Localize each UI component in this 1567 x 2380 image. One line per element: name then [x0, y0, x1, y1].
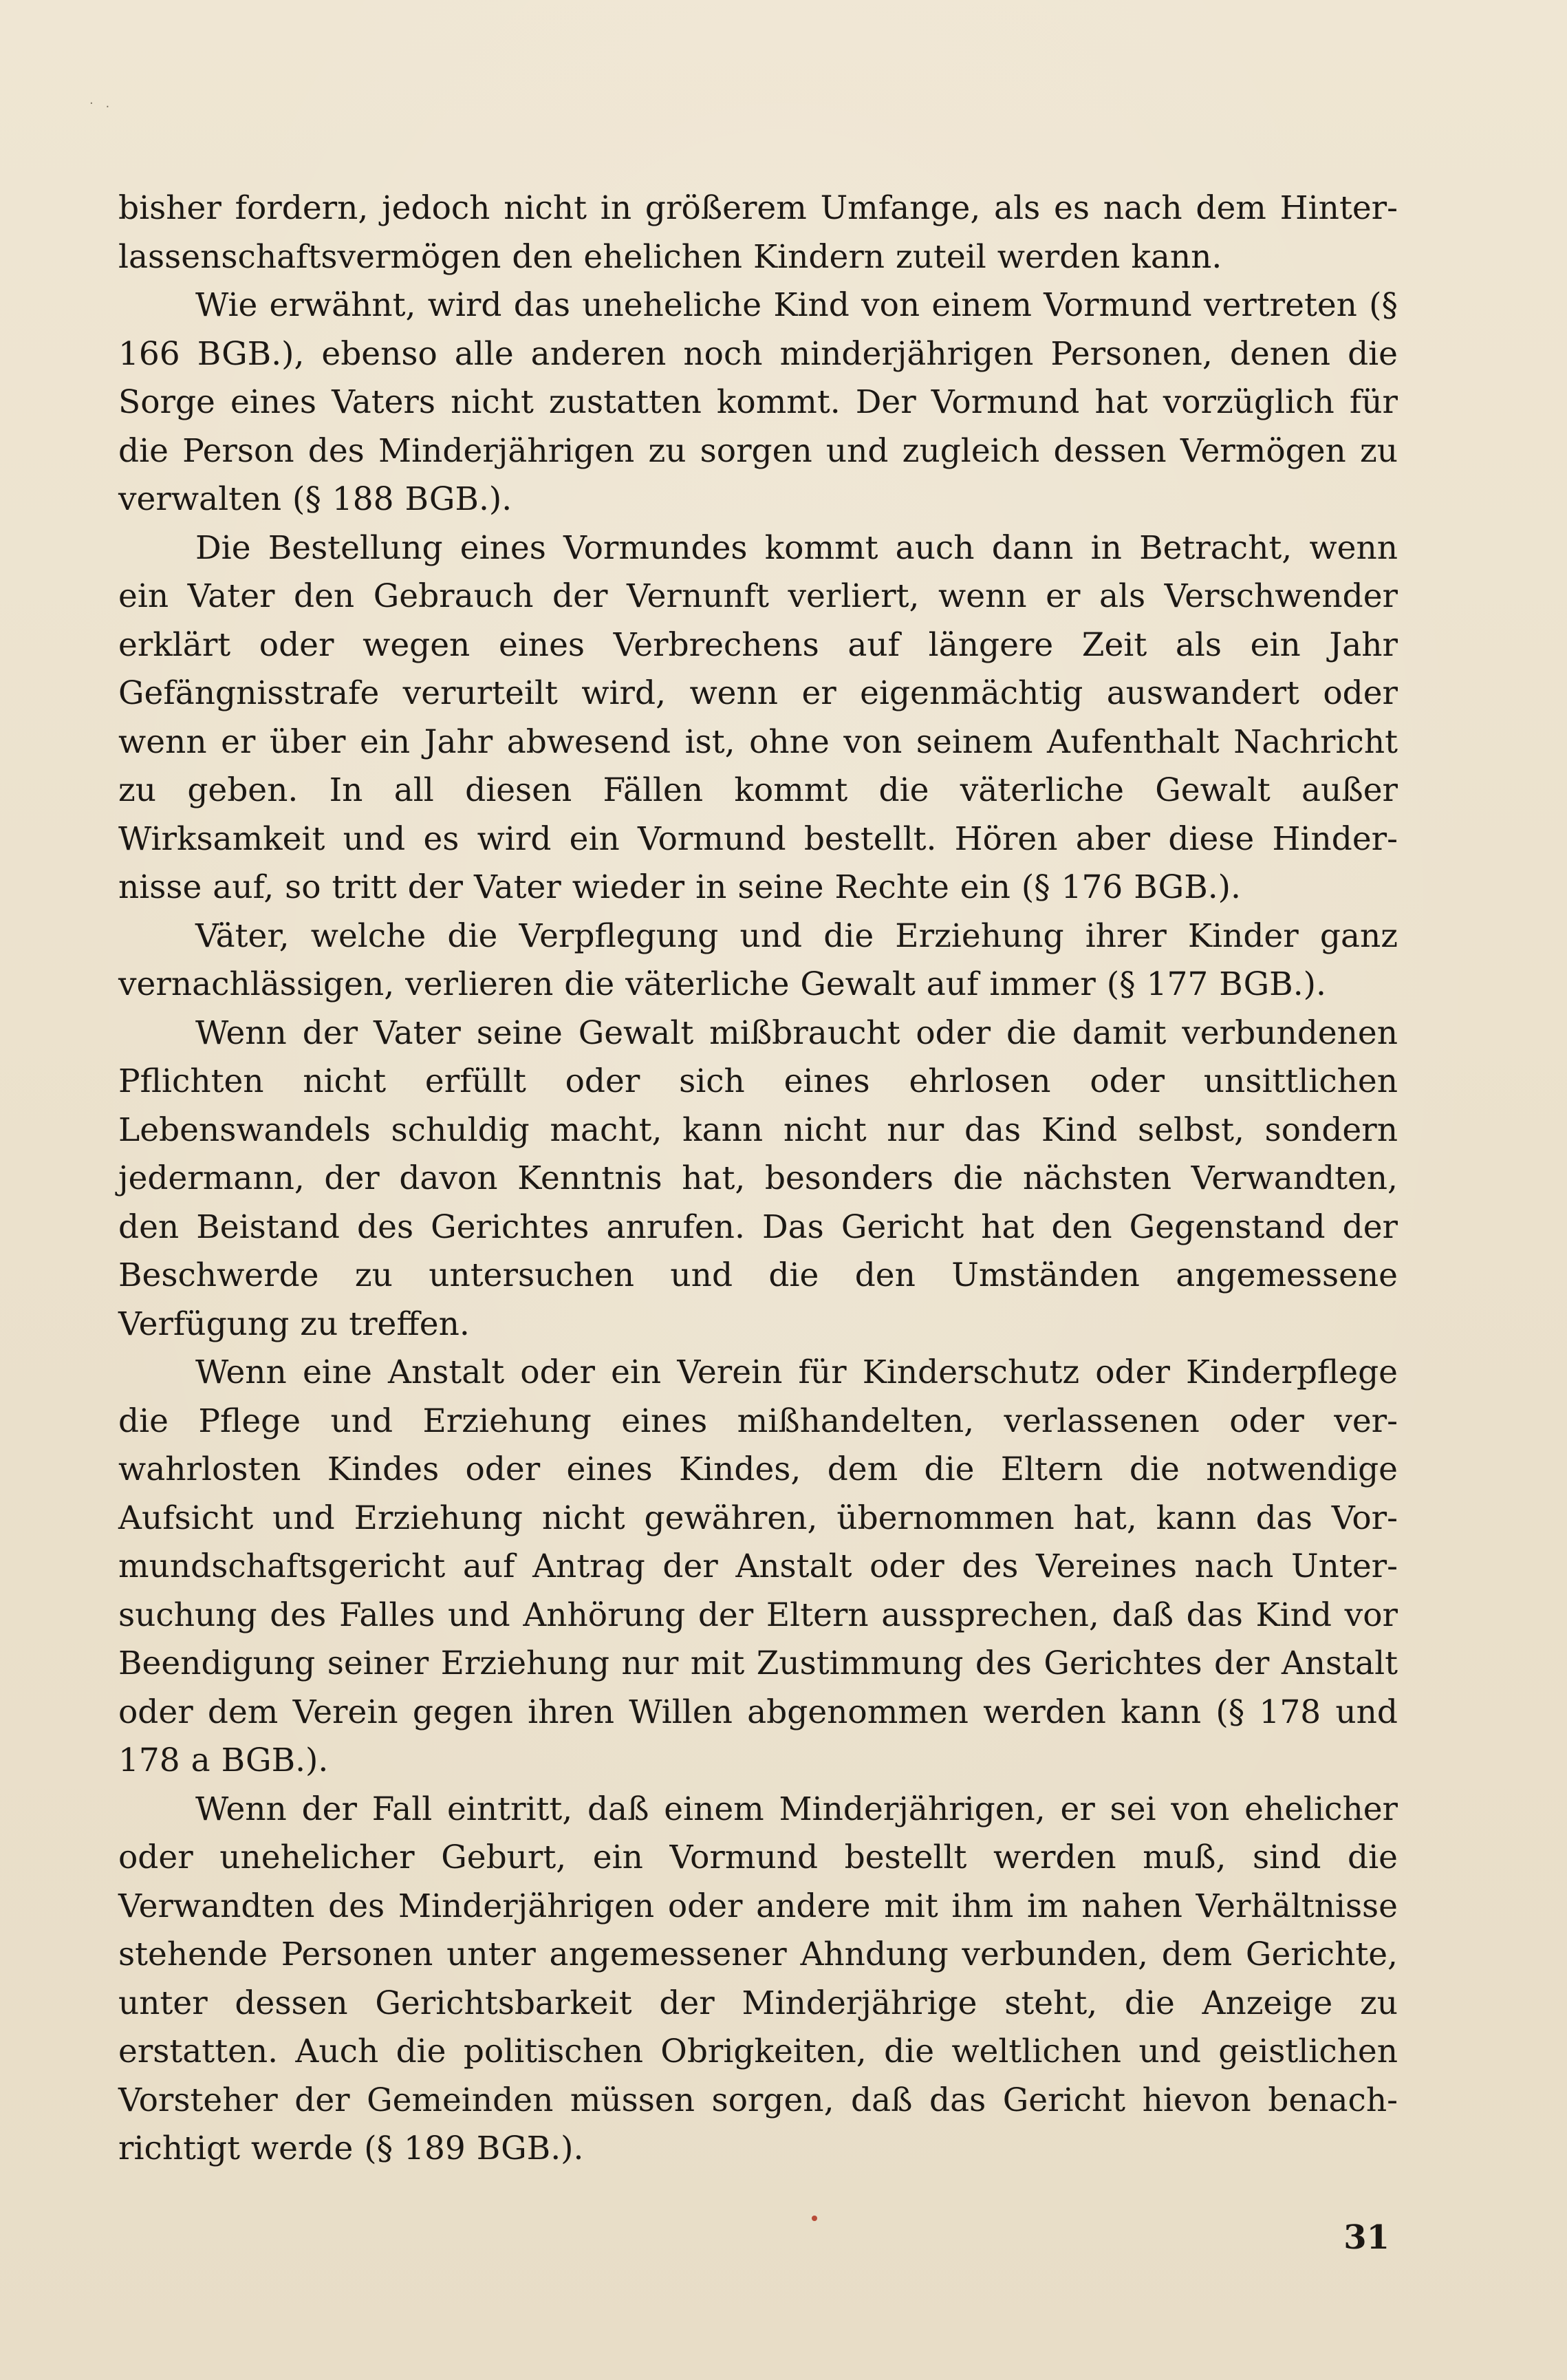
page-number: 31 — [1343, 2218, 1390, 2257]
paragraph-reporting-duty: Wenn der Fall eintritt, daß einem Minderjährigen, er sei von ehelicher oder unehelicher Geburt, ein Vormund bestellt werden muß, sind die Verwandten des Minderjährigen oder andere mit ihm im nahen Verhältnisse stehende Personen unter angemessener Ahndung verbunden, dem Gerichte, unter dessen Gerichtsbarkeit der Minderjährige steht, die Anzeige zu erstatten. Auch die politischen Obrigkeiten, die weltlichen und geistlichen Vorsteher der Gemeinden müssen sorgen, daß das Gericht hievon benachrichtigt werde (§ 189 BGB.). — [118, 1790, 1398, 2167]
text-column — [118, 184, 1398, 2174]
paragraph-guardian-representation: Wie erwähnt, wird das uneheliche Kind von einem Vormund vertreten (§ 166 BGB.), ebenso alle anderen noch minderjährigen Personen, denen die Sorge eines Vaters nicht zustatten kommt. Der Vormund hat vorzüglich für die Person des Minderjährigen zu sorgen und zugleich dessen Vermögen zu verwalten (§ 188 BGB.). — [118, 286, 1398, 518]
paragraph-continuation: bisher fordern, jedoch nicht in größerem Umfange, als es nach dem Hinterlassenschaftsvermögen den ehelichen Kindern zuteil werden kann. — [118, 189, 1398, 276]
paragraph-guardian-appointment: Die Bestellung eines Vormundes kommt auch dann in Betracht, wenn ein Vater den Gebrauch der Vernunft verliert, wenn er als Verschwender erklärt oder wegen eines Verbrechens auf längere Zeit als ein Jahr Gefängnisstrafe verurteilt wird, wenn er eigenmächtig auswandert oder wenn er über ein Jahr abwesend ist, ohne von seinem Aufenthalt Nachricht zu geben. In all diesen Fällen kommt die väterliche Gewalt außer Wirksamkeit und es wird ein Vormund bestellt. Hören aber diese Hindernisse auf, so tritt der Vater wieder in seine Rechte ein (§ 176 BGB.). — [118, 528, 1398, 906]
ink-dot — [812, 2216, 817, 2221]
paragraph-child-protection-institutions: Wenn eine Anstalt oder ein Verein für Kinderschutz oder Kinderpflege die Pflege und Erziehung eines mißhandelten, verlassenen oder verwahrlosten Kindes oder eines Kindes, dem die Eltern die notwendige Aufsicht und Erziehung nicht gewähren, übernommen hat, kann das Vormundschaftsgericht auf Antrag der Anstalt oder des Vereines nach Untersuchung des Falles und Anhörung der Eltern aussprechen, daß das Kind vor Beendigung seiner Erziehung nur mit Zustimmung des Gerichtes der Anstalt oder dem Verein gegen ihren Willen abgenommen werden kann (§ 178 und 178 a BGB.). — [118, 1353, 1398, 1779]
margin-specks: · . — [89, 96, 114, 111]
paragraph-abuse-of-authority: Wenn der Vater seine Gewalt mißbraucht oder die damit verbundenen Pflichten nicht erfüllt oder sich eines ehrlosen oder unsittlichen Lebenswandels schuldig macht, kann nicht nur das Kind selbst, sondern jedermann, der davon Kenntnis hat, besonders die nächsten Verwandten, den Beistand des Gerichtes anrufen. Das Gericht hat den Gegenstand der Beschwerde zu untersuchen und die den Umständen angemessene Verfügung zu treffen. — [118, 1014, 1398, 1343]
paragraph-neglecting-fathers: Väter, welche die Verpflegung und die Erziehung ihrer Kinder ganz vernachlässigen, verlieren die väterliche Gewalt auf immer (§ 177 BGB.). — [118, 916, 1398, 1003]
